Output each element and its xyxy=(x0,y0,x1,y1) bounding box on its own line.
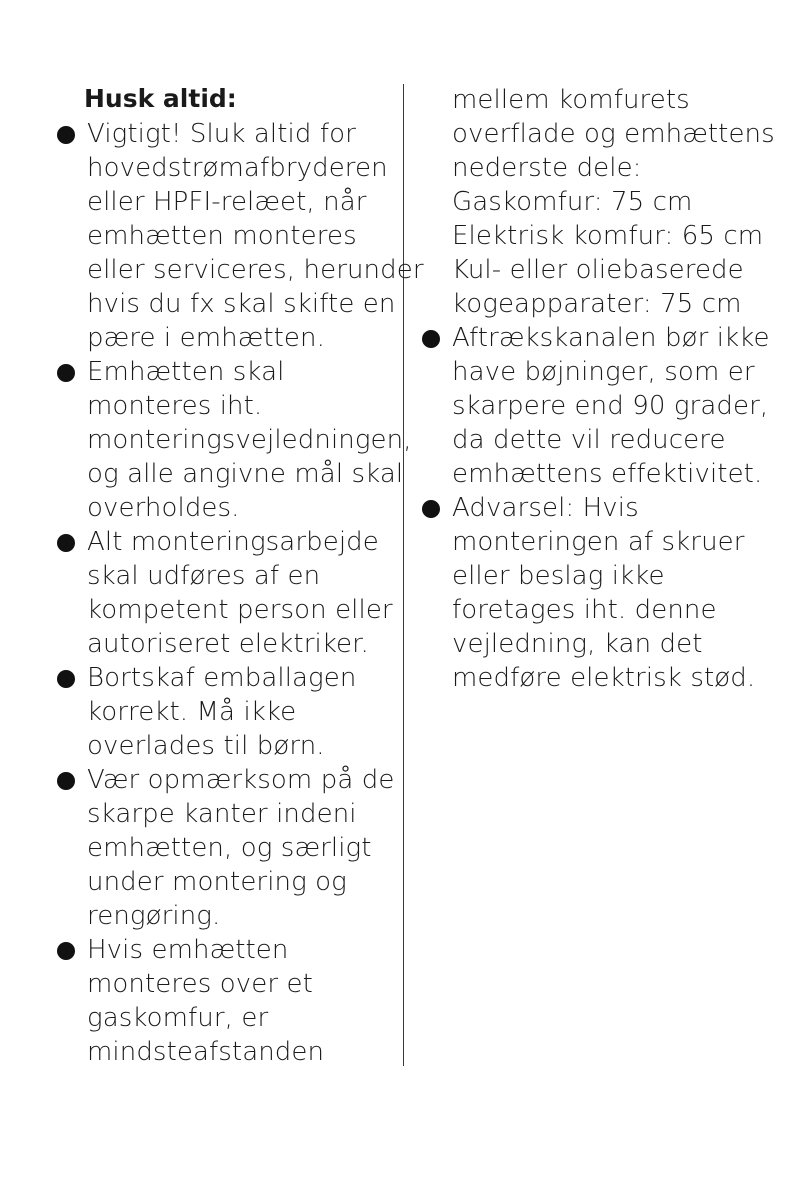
bullet-icon xyxy=(57,364,75,382)
list-item-line: Vær opmærksom på de xyxy=(87,765,395,795)
column-divider xyxy=(403,84,404,1066)
bullet-icon xyxy=(422,500,440,518)
list-item-line: nederste dele: xyxy=(452,153,642,183)
list-item-line: Advarsel: Hvis xyxy=(452,493,639,523)
list-item-line: kogeapparater: 75 cm xyxy=(452,289,742,319)
list-item-line: skarpere end 90 grader, xyxy=(452,391,769,421)
bullet-icon xyxy=(57,534,75,552)
bullet-icon xyxy=(57,942,75,960)
list-item-line: og alle angivne mål skal xyxy=(87,459,404,489)
list-item-line: rengøring. xyxy=(87,901,221,931)
list-item-line: skal udføres af en xyxy=(87,561,321,591)
list-item-line: Vigtigt! Sluk altid for xyxy=(87,119,356,149)
list-item-line: skarpe kanter indeni xyxy=(87,799,357,829)
list-item-line: vejledning, kan det xyxy=(452,629,703,659)
page-heading: Husk altid: xyxy=(84,84,237,113)
list-item-line: Emhætten skal xyxy=(87,357,285,387)
list-item-line: Aftrækskanalen bør ikke xyxy=(452,323,770,353)
list-item-line: monteres iht. xyxy=(87,391,263,421)
list-item-line: overflade og emhættens xyxy=(452,119,775,149)
list-item-line: kompetent person eller xyxy=(87,595,393,625)
list-item-line: Hvis emhætten xyxy=(87,935,289,965)
list-item-line: da dette vil reducere xyxy=(452,425,726,455)
bullet-icon xyxy=(422,330,440,348)
list-item-line: eller HPFI-relæet, når xyxy=(87,187,367,217)
list-item-line: korrekt. Må ikke xyxy=(87,697,297,727)
list-item-line: under montering og xyxy=(87,867,347,897)
list-item-line: mindsteafstanden xyxy=(87,1037,325,1067)
list-item-line: foretages iht. denne xyxy=(452,595,717,625)
list-item-line: monteringsvejledningen, xyxy=(87,425,412,455)
list-item-line: gaskomfur, er xyxy=(87,1003,269,1033)
list-item-line: monteringen af skruer xyxy=(452,527,745,557)
bullet-icon xyxy=(57,126,75,144)
list-item-line: autoriseret elektriker. xyxy=(87,629,369,659)
list-item-line: emhætten monteres xyxy=(87,221,357,251)
bullet-icon xyxy=(57,670,75,688)
list-item-line: Elektrisk komfur: 65 cm xyxy=(452,221,764,251)
list-item-line: have bøjninger, som er xyxy=(452,357,755,387)
list-item-line: Kul- eller oliebaserede xyxy=(452,255,744,285)
list-item-line: emhættens effektivitet. xyxy=(452,459,763,489)
list-item-line: overlades til børn. xyxy=(87,731,325,761)
list-item-line: pære i emhætten. xyxy=(87,323,325,353)
list-item-line: Gaskomfur: 75 cm xyxy=(452,187,693,217)
list-item-line: hovedstrømafbryderen xyxy=(87,153,388,183)
list-item-line: Alt monteringsarbejde xyxy=(87,527,379,557)
list-item-line: Bortskaf emballagen xyxy=(87,663,357,693)
list-item-line: eller serviceres, herunder xyxy=(87,255,424,285)
list-item-line: medføre elektrisk stød. xyxy=(452,663,756,693)
bullet-icon xyxy=(57,772,75,790)
list-item-line: hvis du fx skal skifte en xyxy=(87,289,396,319)
list-item-line: monteres over et xyxy=(87,969,313,999)
list-item-line: eller beslag ikke xyxy=(452,561,665,591)
list-item-line: emhætten, og særligt xyxy=(87,833,372,863)
list-item-line: mellem komfurets xyxy=(452,85,690,115)
list-item-line: overholdes. xyxy=(87,493,240,523)
